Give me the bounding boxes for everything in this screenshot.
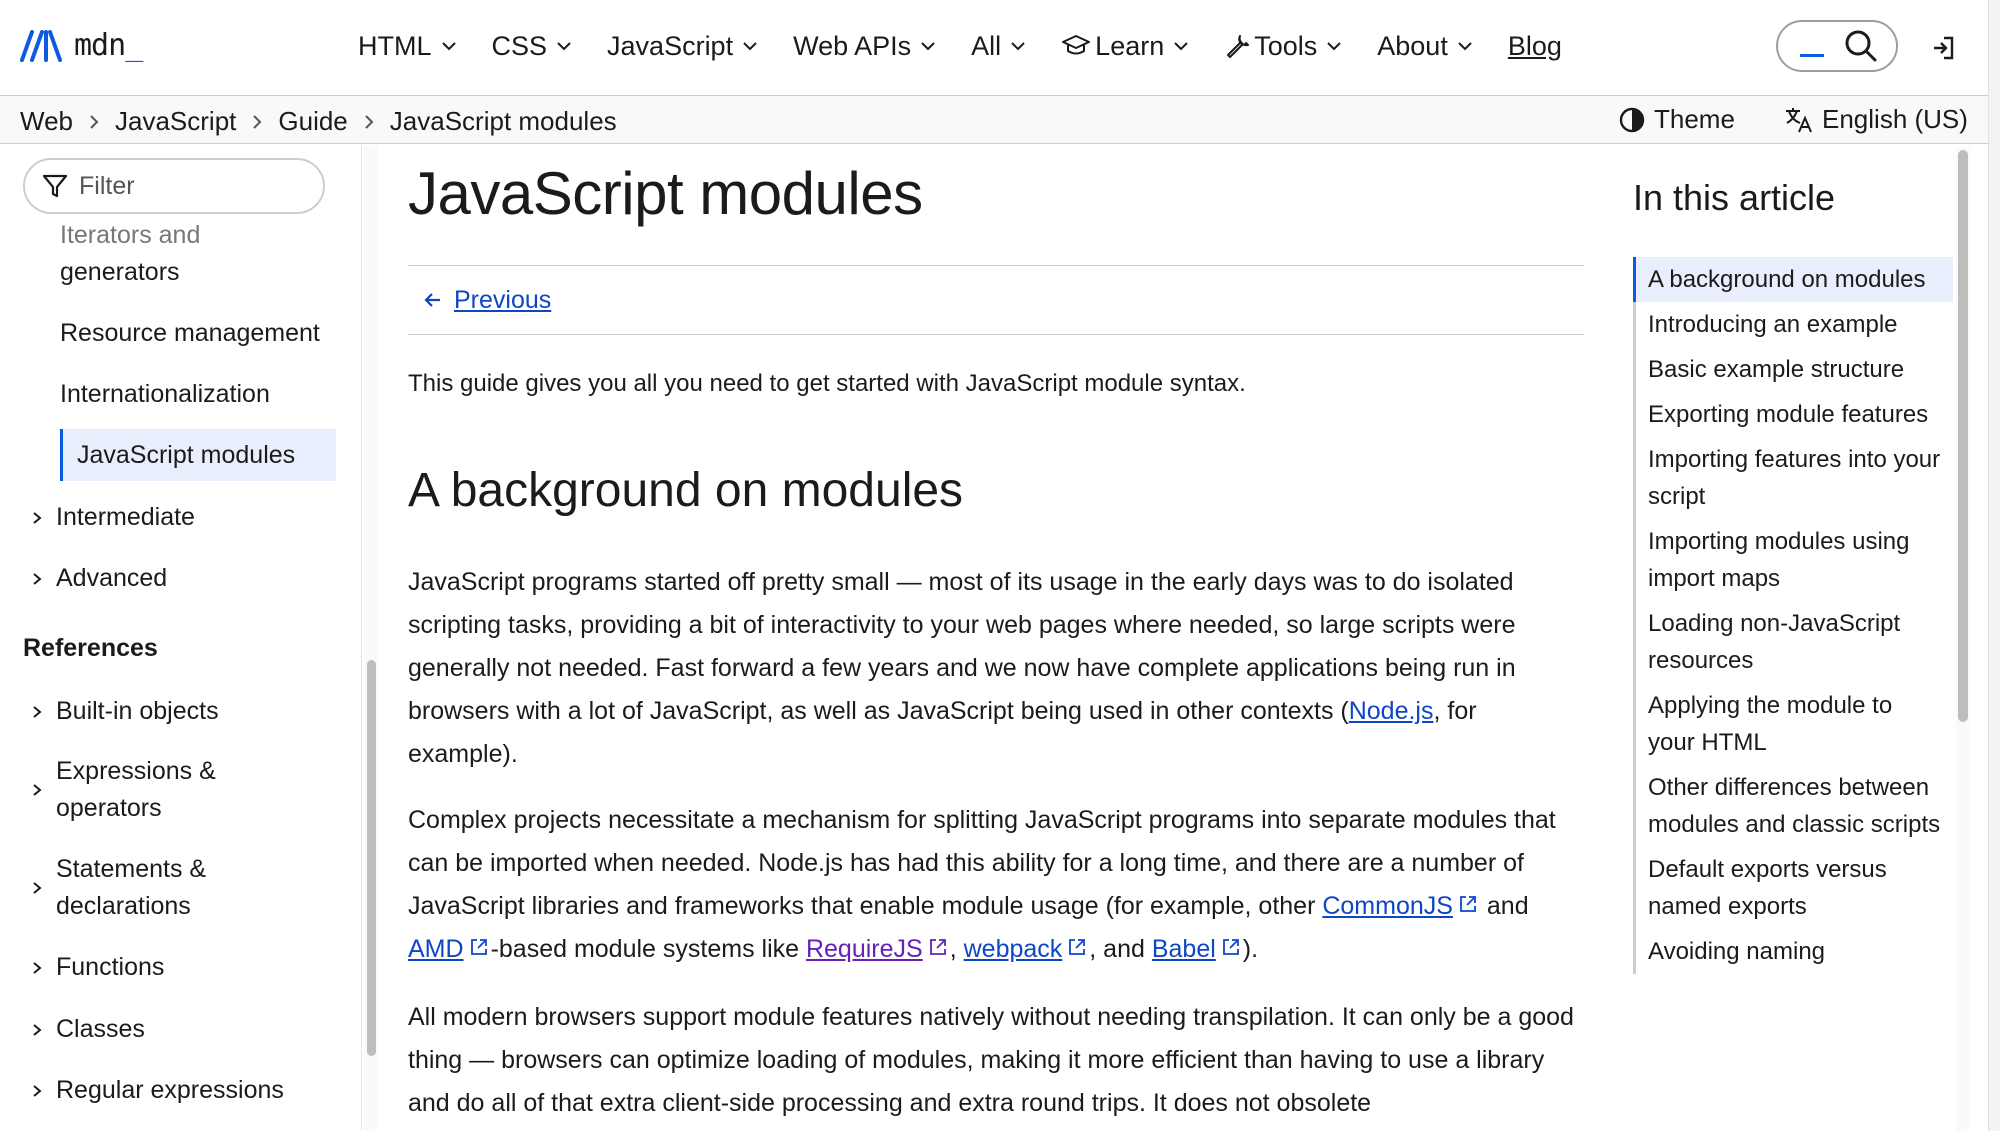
sidebar-group-advanced-label: Advanced	[56, 564, 168, 592]
nav-about-label: About	[1377, 30, 1448, 61]
paragraph-2-and-2: , and	[1089, 935, 1152, 963]
sidebar-item-iterators-and-generators-line1[interactable]: Iterators and	[60, 221, 201, 249]
chevron-down-icon	[919, 37, 937, 55]
sidebar-item-internationalization[interactable]: Internationalization	[60, 380, 270, 408]
breadcrumb-web[interactable]: Web	[20, 106, 73, 136]
chevron-right-icon	[30, 783, 44, 797]
toc-item-import-maps[interactable]: Importing modules using import maps	[1648, 528, 1910, 592]
arrow-left-icon	[422, 289, 444, 311]
nav-javascript[interactable]	[607, 31, 759, 62]
requirejs-link[interactable]: RequireJS	[805, 935, 923, 963]
sidebar-references-heading: References	[23, 634, 158, 662]
previous-navigation	[408, 265, 1584, 335]
mdn-logo-text: mdn_	[74, 28, 143, 63]
chevron-right-icon	[30, 572, 44, 586]
breadcrumb-javascript-modules[interactable]: JavaScript modules	[389, 106, 617, 136]
theme-label: Theme	[1654, 104, 1735, 134]
chevron-right-icon	[30, 1084, 44, 1098]
mdn-logo[interactable]	[20, 28, 142, 63]
intro-paragraph: This guide gives you all you need to get started with JavaScript module syntax.	[408, 370, 1246, 397]
chevron-down-icon	[1009, 37, 1027, 55]
paragraph-2	[408, 799, 1584, 971]
search-cursor	[1800, 54, 1824, 57]
sidebar-group-built-in-objects[interactable]	[30, 693, 219, 730]
sidebar-item-javascript-modules[interactable]	[60, 429, 336, 481]
nav-html-label: HTML	[358, 30, 432, 61]
paragraph-2-comma: ,	[949, 935, 964, 963]
paragraph-2-text-before: Complex projects necessitate a mechanism for splitting JavaScript programs into separate modules that can be imported when needed. Node.js has had this ability for a long time, and there are a number of JavaScript libraries and frameworks that enable module usage (for example, other	[408, 806, 1556, 920]
toc-item-background[interactable]: A background on modules	[1633, 257, 1953, 302]
sidebar-group-intermediate-label: Intermediate	[56, 503, 195, 531]
toc-item-avoiding-naming[interactable]: Avoiding naming	[1648, 938, 1826, 965]
toc-item-basic-structure[interactable]: Basic example structure	[1648, 356, 1905, 383]
chevron-right-icon	[30, 705, 44, 719]
chevron-down-icon	[440, 37, 458, 55]
sidebar-group-statements-declarations-line2: declarations	[56, 892, 191, 920]
toc-item-non-javascript[interactable]: Loading non-JavaScript resources	[1648, 610, 1901, 674]
breadcrumb-guide[interactable]: Guide	[278, 106, 348, 136]
search-button[interactable]	[1776, 20, 1898, 72]
sidebar-group-statements-declarations-label	[56, 851, 206, 925]
sidebar-group-classes[interactable]	[30, 1011, 145, 1048]
sidebar-item-resource-management[interactable]: Resource management	[60, 319, 320, 347]
nav-web-apis-label: Web APIs	[793, 30, 912, 61]
commonjs-link[interactable]: CommonJS	[1322, 892, 1453, 920]
sidebar-scrollbar-thumb[interactable]	[367, 660, 376, 1056]
chevron-right-icon	[30, 1023, 44, 1037]
page-scrollbar[interactable]	[1988, 0, 2000, 1131]
chevron-right-icon	[250, 113, 264, 131]
toc-item-applying-module[interactable]: Applying the module to your HTML	[1648, 692, 1893, 756]
chevron-right-icon	[30, 511, 44, 525]
sidebar-group-regular-expressions[interactable]	[30, 1072, 284, 1109]
nav-tools[interactable]	[1224, 31, 1343, 62]
paragraph-2-text-mid: -based module systems like	[490, 935, 806, 963]
toc-item-importing-features[interactable]: Importing features into your script	[1648, 446, 1941, 510]
paragraph-1-text-after: , for example).	[408, 697, 1477, 768]
nav-all-label: All	[971, 30, 1002, 61]
toc-item-other-differences[interactable]: Other differences between modules and classic scripts	[1648, 774, 1941, 838]
language-label: English (US)	[1822, 104, 1968, 134]
top-navigation-bar	[0, 0, 2000, 96]
toc-item-introducing-example[interactable]: Introducing an example	[1648, 311, 1898, 338]
chevron-down-icon	[555, 37, 573, 55]
external-link-icon	[1221, 937, 1241, 957]
sidebar-group-advanced[interactable]	[30, 560, 167, 597]
nav-tools-label: Tools	[1254, 30, 1318, 61]
nav-javascript-label: JavaScript	[607, 30, 734, 61]
toc-item-exporting[interactable]: Exporting module features	[1648, 401, 1929, 428]
page-title: JavaScript modules	[408, 160, 923, 227]
paragraph-3: All modern browsers support module features natively without needing transpilation. It can only be a good thing — browsers can optimize loading of modules, making it more efficient than having to use a library and do all of that extra client-side processing and extra round trips. It does not obsolete	[408, 1003, 1574, 1117]
amd-link[interactable]: AMD	[408, 935, 464, 963]
sidebar-group-statements-declarations[interactable]	[30, 851, 206, 925]
nav-web-apis[interactable]	[793, 31, 937, 62]
sidebar-group-regular-expressions-label: Regular expressions	[56, 1076, 284, 1104]
sidebar-group-built-in-objects-label: Built-in objects	[56, 697, 219, 725]
sidebar-group-expressions-operators-line1: Expressions &	[56, 757, 216, 785]
paragraph-1-text-before: JavaScript programs started off pretty small — most of its usage in the early days was to do isolated scripting tasks, providing a bit of interactivity to your web pages where needed, so large scripts were generally not needed. Fast forward a few years and we now have complete applications being run in browsers with a lot of JavaScript, as well as JavaScript being used in other contexts (	[408, 568, 1516, 725]
breadcrumb-javascript[interactable]: JavaScript	[115, 106, 237, 136]
breadcrumb	[20, 106, 617, 137]
main-menu	[358, 26, 1562, 66]
nav-learn[interactable]	[1061, 31, 1190, 62]
paragraph-1	[408, 561, 1584, 776]
theme-button[interactable]	[1618, 104, 1735, 135]
nav-html[interactable]	[358, 31, 458, 62]
language-button[interactable]	[1784, 104, 1968, 135]
mdn-logo-icon	[20, 30, 62, 62]
sidebar-group-functions-label: Functions	[56, 953, 165, 981]
sidebar-item-iterators-and-generators-line2[interactable]: generators	[60, 258, 180, 286]
toc-scrollbar-thumb[interactable]	[1958, 150, 1968, 722]
toc-item-default-exports[interactable]: Default exports versus named exports	[1648, 856, 1887, 920]
theme-icon	[1618, 106, 1646, 134]
toc-list	[1633, 257, 1953, 974]
chevron-down-icon	[741, 37, 759, 55]
paragraph-2-text-end: ).	[1242, 935, 1259, 963]
nav-all[interactable]	[971, 31, 1027, 62]
sidebar-group-expressions-operators-line2: operators	[56, 794, 162, 822]
sidebar-group-statements-declarations-line1: Statements &	[56, 855, 207, 883]
external-link-icon	[1458, 894, 1478, 914]
sidebar-group-expressions-operators-label	[56, 753, 216, 827]
search-icon	[1844, 29, 1878, 63]
sidebar-group-intermediate[interactable]	[30, 499, 195, 536]
nav-about[interactable]	[1377, 31, 1474, 62]
breadcrumb-toolbar	[0, 96, 2000, 144]
chevron-down-icon	[1172, 37, 1190, 55]
chevron-right-icon	[362, 113, 376, 131]
external-link-icon	[928, 937, 948, 957]
wrench-icon	[1224, 33, 1250, 59]
chevron-right-icon	[30, 881, 44, 895]
graduation-cap-icon	[1061, 35, 1091, 57]
webpack-link[interactable]: webpack	[963, 935, 1063, 963]
translate-icon	[1784, 106, 1814, 134]
filter-icon	[41, 172, 69, 200]
sidebar	[0, 145, 362, 1131]
external-link-icon	[1067, 937, 1087, 957]
nav-css[interactable]	[492, 31, 574, 62]
login-button[interactable]	[1930, 30, 1966, 66]
nav-learn-label: Learn	[1095, 30, 1165, 61]
external-link-icon	[469, 937, 489, 957]
chevron-right-icon	[87, 113, 101, 131]
sidebar-group-classes-label: Classes	[56, 1015, 145, 1043]
section-heading-background: A background on modules	[408, 464, 964, 517]
chevron-right-icon	[30, 961, 44, 975]
nav-blog-link[interactable]: Blog	[1507, 30, 1562, 61]
sidebar-item-javascript-modules-label: JavaScript modules	[77, 440, 296, 469]
filter-placeholder: Filter	[79, 171, 135, 200]
nav-css-label: CSS	[491, 30, 548, 61]
filter-input[interactable]	[23, 158, 325, 214]
chevron-down-icon	[1325, 37, 1343, 55]
sidebar-group-functions[interactable]	[30, 949, 164, 986]
paragraph-2-and-1: and	[1479, 892, 1529, 920]
login-icon	[1930, 34, 1966, 62]
babel-link[interactable]: Babel	[1151, 935, 1216, 963]
chevron-down-icon	[1456, 37, 1474, 55]
toc-title: In this article	[1633, 177, 1836, 218]
sidebar-group-expressions-operators[interactable]	[30, 753, 216, 827]
nodejs-link[interactable]: Node.js	[1348, 697, 1434, 725]
previous-link[interactable]: Previous	[454, 285, 552, 314]
